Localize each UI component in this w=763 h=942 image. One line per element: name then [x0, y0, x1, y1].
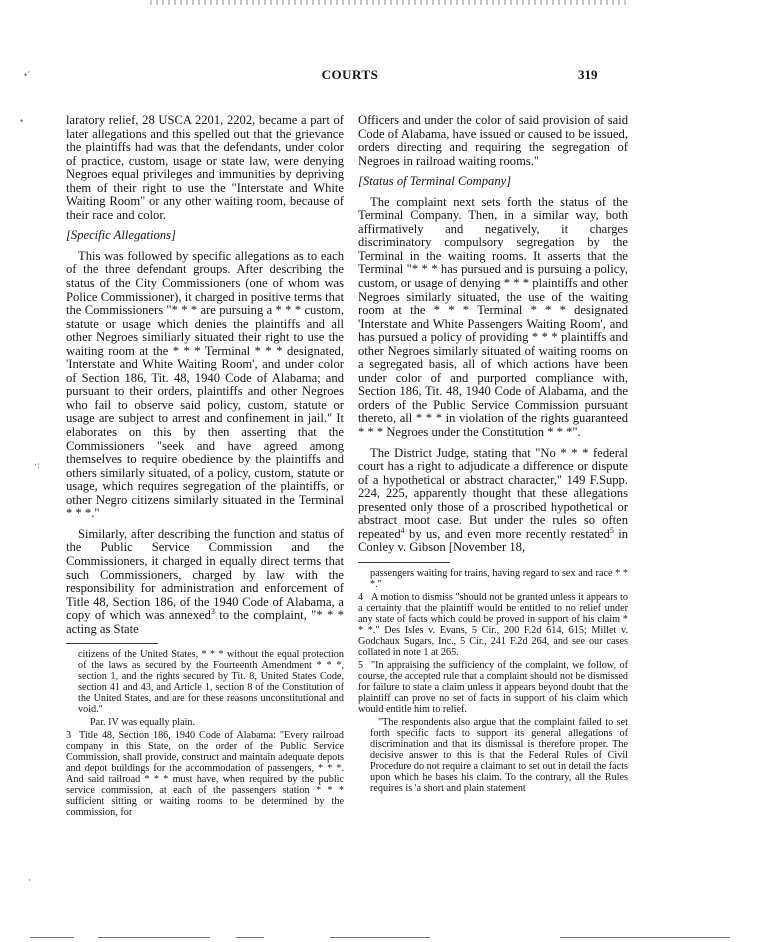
footnote-rule	[358, 562, 450, 563]
footnote-text: A motion to dismiss "should not be granted unless it appears to a certainty that the plaintiff would be entitled to no relief under any state of facts which could be proved in support of his claim * * *." Des Isles v. Evans, 5 Cir., 200 F.2d 614, 615; Millet v. Godchaux Sugars, Inc., 5 Cir., 241 F.2d 264, and see our cases collated in note 1 at 265.	[358, 591, 628, 658]
body-paragraph	[358, 447, 628, 555]
footnote-text: Title 48, Section 186, 1940 Code of Alabama: "Every railroad company in this State, on the order of the Public Service Commission, shall provide, construct and maintain adequate depots and depot buildings for the accommodation of passengers, * * *. And said railroad * * * must have, when required by the public service commission, at each of the passengers station * * * sufficient sitting or waiting rooms to be determined by the commission, for	[66, 730, 344, 819]
footnote-continuation: "The respondents also argue that the complaint failed to set forth specific facts to support its general allegations of discrimination and that its dismissal is therefore proper. The decisive answer to this is that the Federal Rules of Civil Procedure do not require a claimant to set out in detail the facts upon which he bases his claim. To the contrary, all the Rules requires is 'a short and plain statement	[370, 716, 628, 794]
left-column	[66, 114, 344, 820]
scan-edge-mark	[330, 937, 430, 938]
section-heading: [Specific Allegations]	[66, 228, 176, 243]
footnote-3	[66, 730, 344, 818]
scan-edge-mark	[30, 937, 74, 938]
footnote-continuation: Par. IV was equally plain.	[90, 717, 196, 729]
footnote-ref: 3	[210, 606, 215, 616]
footnote-number: 5	[358, 659, 364, 671]
body-paragraph	[66, 528, 344, 636]
margin-mark: •	[20, 116, 24, 126]
right-column	[358, 114, 628, 796]
body-paragraph: Officers and under the color of said provision of said Code of Alabama, have issued or caused to be issued, orders directing and requiring the segregation of Negroes in railroad waiting rooms."	[358, 113, 628, 168]
scan-edge-mark	[560, 937, 730, 938]
page-number: 319	[578, 67, 598, 82]
footnote-4	[358, 592, 628, 658]
body-text: Similarly, after describing the function and status of the Public Service Commission and the Commissioners, it charged in equally direct terms that such Commissioners, charged by law with the responsibility for administration and enforcement of Title 48, Section 186, of the 1940 Code of Alabama, a copy of which was annexed	[66, 526, 344, 623]
footnote-5	[358, 660, 628, 715]
scan-edge-mark	[236, 937, 264, 938]
footnote-text: "In appraising the sufficiency of the complaint, we follow, of course, the accepted rule that a complaint should not be dismissed for failure to state a claim unless it appears beyond doubt that the plaintiff can prove no set of facts in support of his claim which would entitle him to relief.	[358, 659, 628, 715]
section-heading: [Status of Terminal Company]	[358, 174, 512, 189]
body-paragraph: This was followed by specific allegations as to each of the three defendant groups. After describing the status of the City Commissioners (one of whom was Police Commissioner), it charged in positive terms that the Commissioners "* * * are pursuing a * * * custom, statute or usage which denies the plaintiffs and all other Negroes similiarly situated their right to use the waiting room at the * * * Terminal * * * designated, 'Interstate and White Waiting Room', and under color of Section 186, Tit. 48, 1940 Code of Alabama; and pursuant to their orders, plaintiffs and other Negroes who fail to observe said policy, custom, statute or usage are subject to arrest and confinement in jail." It elaborates on this by then asserting that the Commissioners "seek and have agreed among themselves to require obedience by the plaintiffs and others similarly situated, of a policy, custom, statute or usage, which requires segregation of the plaintiffs, or other Negro citizens similarly situated in the Terminal * * *."	[66, 248, 344, 521]
running-title: COURTS	[321, 67, 379, 82]
footnote-rule	[66, 643, 158, 644]
scan-edge-mark	[98, 937, 210, 938]
margin-mark: ·:	[34, 460, 40, 470]
footnote-continuation: passengers waiting for trains, having regard to sex and race * * *."	[370, 567, 628, 590]
body-text: by us, and even more recently restated	[404, 526, 610, 541]
footnote-number: 3	[66, 730, 72, 742]
perforation-edge	[150, 0, 630, 5]
body-text: The District Judge, stating that "No * * * federal court has a right to adjudicate a difference or dispute of a hypothetical or abstract character," 149 F.Supp. 224, 225, apparently thought that these allegations presented only those of a proscribed hypothetical or abstract moot case. But under the rules so often repeated	[358, 445, 628, 541]
body-paragraph: The complaint next sets forth the status of the Terminal Company. Then, in a similar way, both affirmatively and negatively, it charges discriminatory compulsory segregation by the Terminal in the waiting rooms. It asserts that the Terminal "* * * has pursued and is pursuing a policy, custom, or usage of denying * * * plaintiffs and other Negroes similarly situated, the use of the waiting room at the * * * Terminal * * * designated 'Interstate and White Passengers Waiting Room', and has pursued a policy of providing * * * plaintiffs and other Negroes similarly situated of waiting rooms on a segregated basis, all of which actions have been under color of and purported compliance with, Section 186, Tit. 48, 1940 Code of Alabama, and the orders of the Public Service Commission pursuant thereto, all * * * in violation of the rights guaranteed * * * Negroes under the Constitution * * *".	[358, 194, 628, 440]
margin-mark: ·	[28, 875, 31, 885]
footnote-continuation: citizens of the United States, * * * without the equal protection of the laws as secured by the Fourteenth Amendment * * *, section 1, and the rights secured by Tit. 8, United States Code, section 41 and 43, and Article 1, section 8 of the Constitution of the United States, and are for these reasons unconstitutional and void."	[78, 649, 344, 716]
body-paragraph: laratory relief, 28 USCA 2201, 2202, became a part of later allegations and this spelled out that the grievance the plaintiffs had was that the defendants, under color of practice, custom, usage or state law, were denying Negroes equal privileges and immunities by depriving them of their right to use the "Interstate and White Waiting Room" or any other waiting room, because of their race and color.	[66, 113, 344, 222]
body-text: to the complaint, "* * * acting as State	[66, 608, 344, 636]
footnote-ref: 5	[609, 525, 614, 535]
footnote-number: 4	[358, 591, 364, 603]
footnote-ref: 4	[400, 525, 405, 535]
body-text: in Conley v. Gibson [November 18,	[358, 526, 628, 555]
margin-mark: •´	[24, 70, 31, 80]
